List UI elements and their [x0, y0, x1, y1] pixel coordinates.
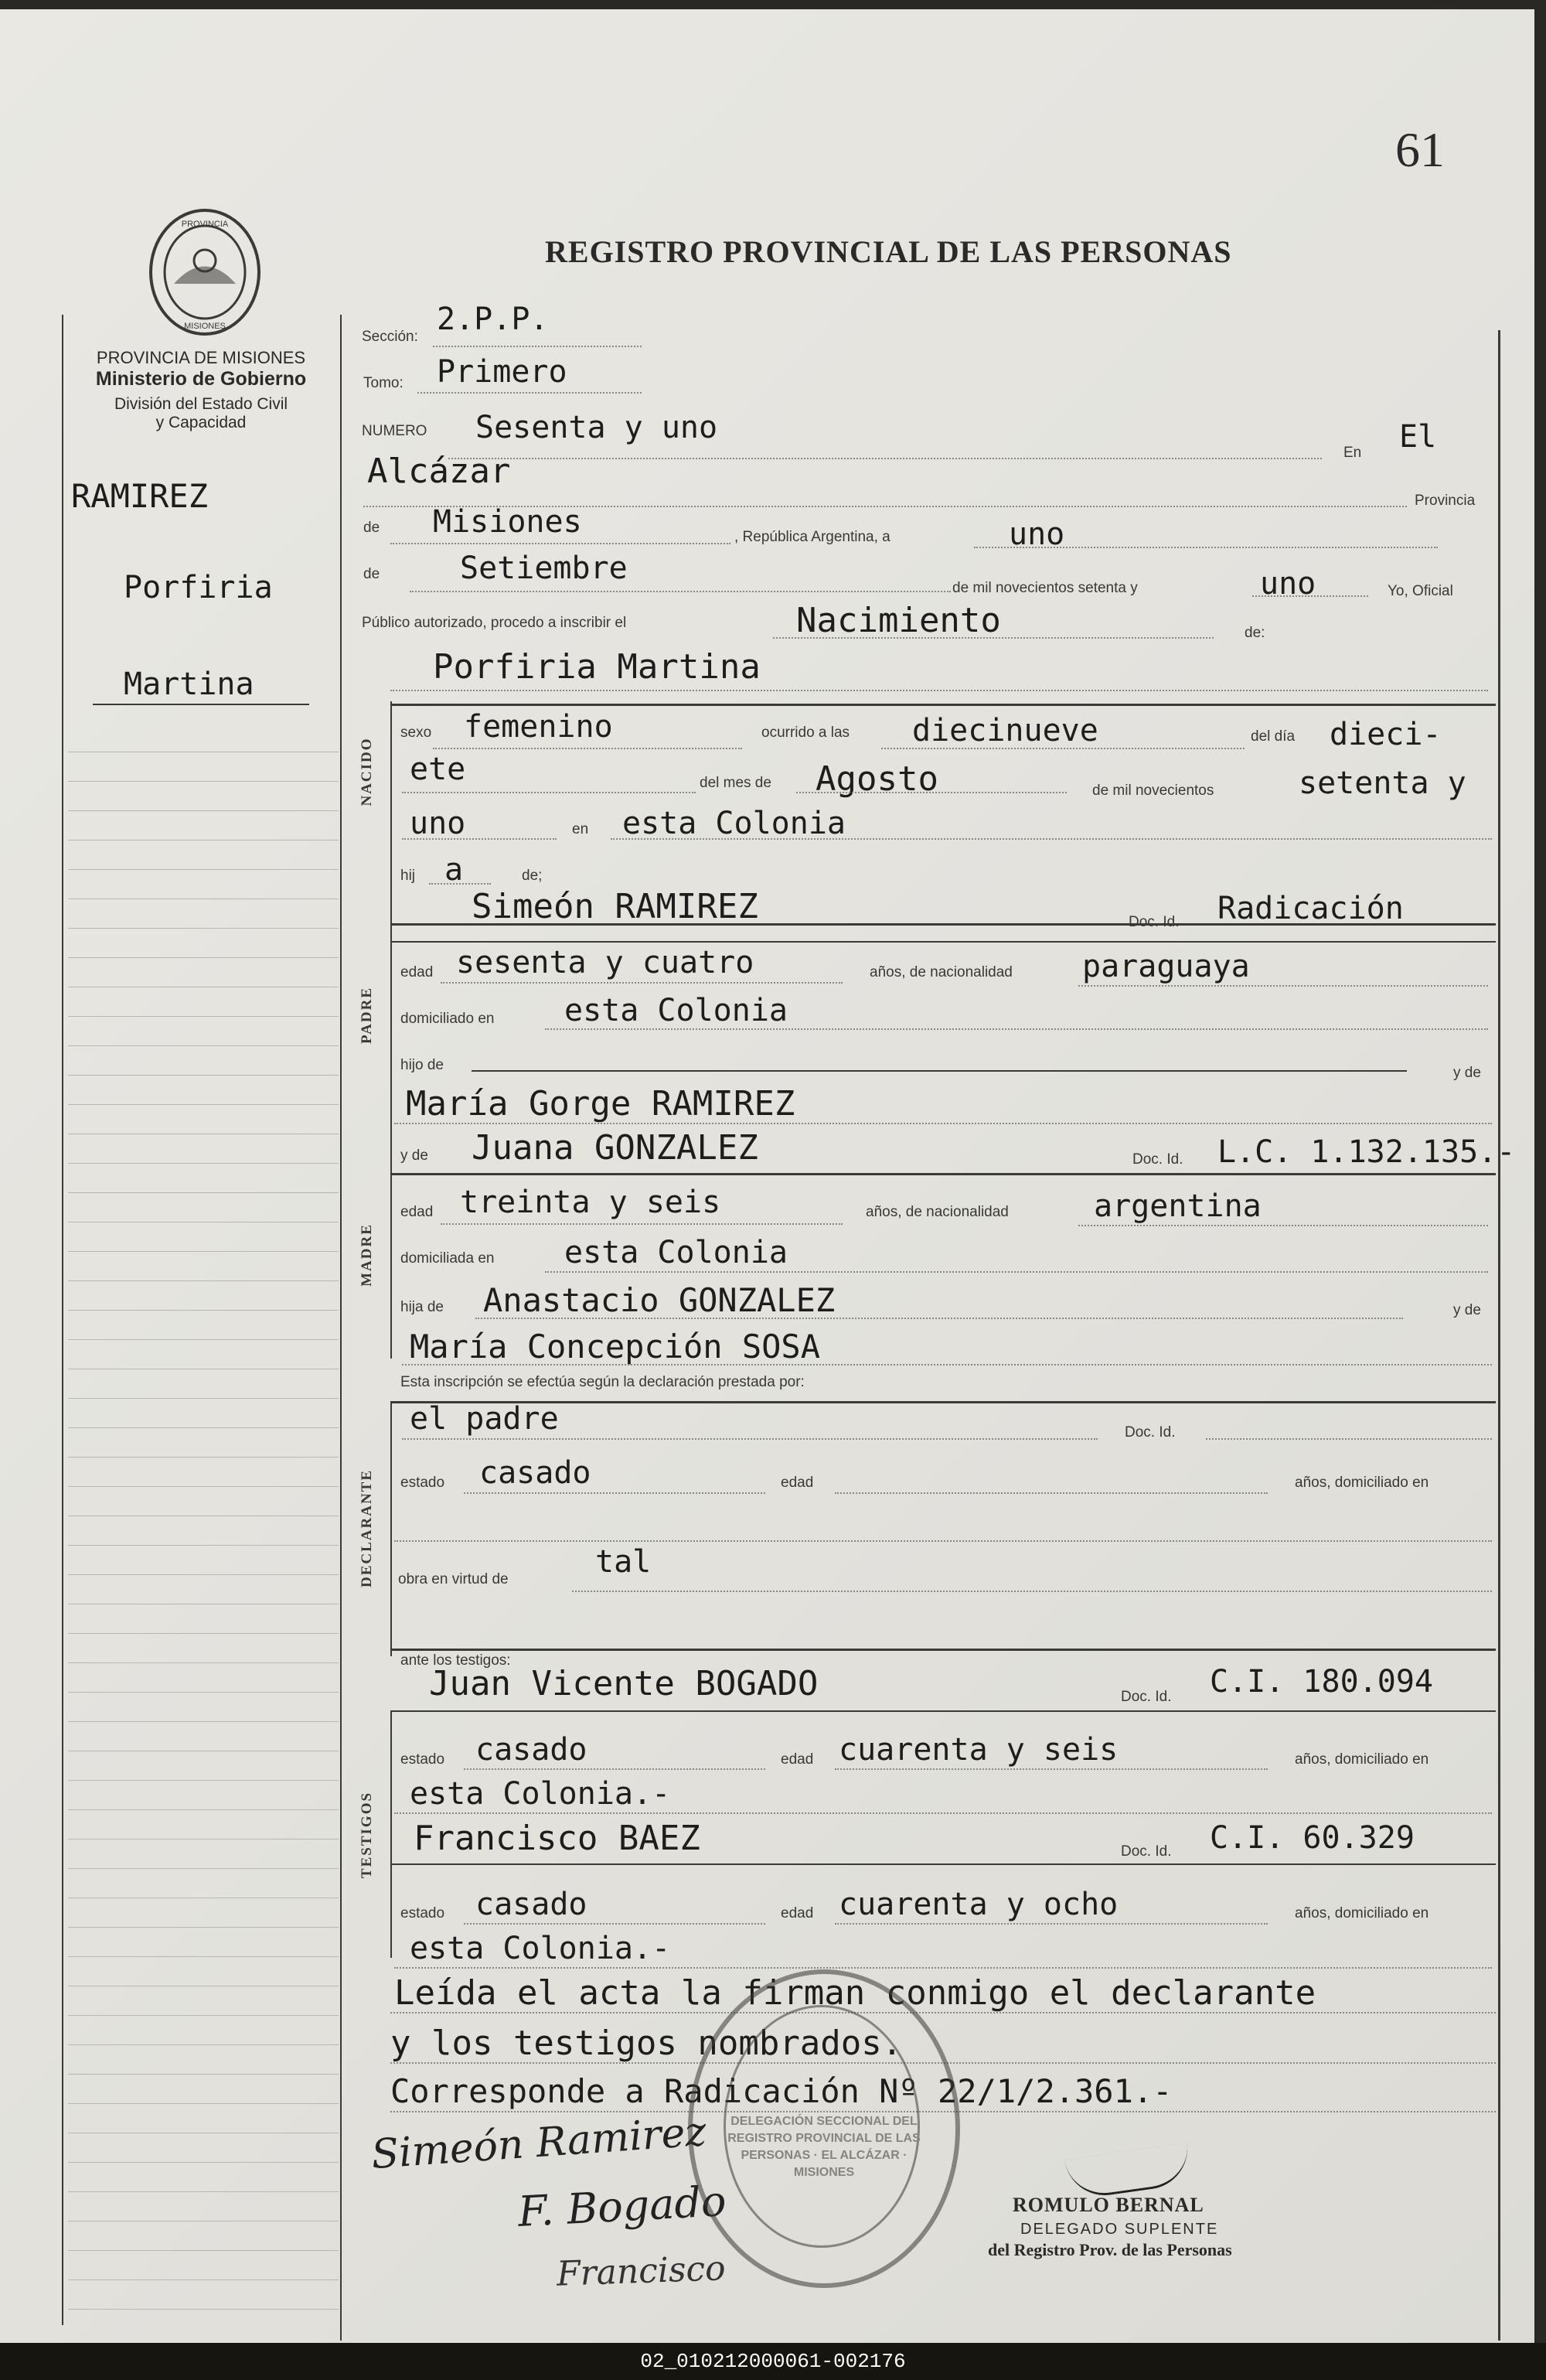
label-edad-t1: edad [781, 1751, 814, 1768]
label-hija-de: hija de [400, 1299, 444, 1315]
margin-ruled-line [68, 869, 339, 870]
value-testigo2: Francisco BAEZ [414, 1819, 700, 1858]
stamp-text: DELEGACIÓN SECCIONAL DEL REGISTRO PROVINCIAL DE LAS PERSONAS · EL ALCÁZAR · MISIONES [727, 2115, 921, 2179]
value-madre-madre: María Concepción SOSA [410, 1328, 821, 1366]
institution-line1: PROVINCIA DE MISIONES [96, 348, 306, 367]
provincial-seal-icon [147, 206, 263, 338]
label-numero: NUMERO [362, 423, 427, 439]
value-testigo2-doc: C.I. 60.329 [1210, 1820, 1415, 1856]
label-estado-decl: estado [400, 1475, 445, 1491]
label-de-colon: de: [1245, 625, 1265, 641]
label-estado-t1: estado [400, 1751, 445, 1768]
margin-ruled-line [68, 1780, 339, 1781]
margin-ruled-line [68, 840, 339, 841]
value-testigo1: Juan Vicente BOGADO [429, 1664, 819, 1703]
margin-ruled-line [68, 1104, 339, 1105]
value-anio-nac-b: uno [410, 806, 466, 841]
margin-ruled-line [68, 1486, 339, 1487]
value-acto: Nacimiento [796, 601, 1001, 640]
section-padre: PADRE [359, 986, 375, 1045]
seal-top-text: PROVINCIA [181, 220, 229, 229]
institution-block [62, 348, 340, 432]
value-anio: uno [1260, 566, 1316, 602]
section-declarante: DECLARANTE [359, 1468, 375, 1587]
value-hora: diecinueve [912, 713, 1098, 748]
official-stamp [688, 1969, 960, 2288]
margin-ruled-line [68, 1809, 339, 1810]
value-testigo1-edad: cuarenta y seis [839, 1732, 1119, 1768]
value-testigo1-estado: casado [475, 1732, 587, 1768]
label-de-2: de [363, 566, 380, 582]
label-y-de-madre2: y de [1453, 1302, 1481, 1318]
margin-ruled-line [68, 957, 339, 958]
margin-first-name: Porfiria [124, 570, 273, 605]
value-hij-suffix: a [444, 852, 464, 888]
value-madre-padre: Anastacio GONZALEZ [483, 1281, 836, 1319]
label-y-de-padre: y de [1453, 1065, 1481, 1081]
label-anos-nac-padre: años, de nacionalidad [870, 964, 1013, 980]
section-testigos: TESTIGOS [359, 1791, 375, 1879]
value-declarante: el padre [410, 1401, 559, 1437]
value-madre-nombre: Juana GONZALEZ [472, 1128, 758, 1168]
margin-ruled-line [68, 2250, 339, 2251]
value-dia-nac-a: dieci- [1330, 717, 1442, 752]
margin-ruled-line [68, 1545, 339, 1546]
margin-second-name: Martina [124, 667, 254, 702]
margin-ruled-line [68, 1339, 339, 1340]
label-anos-nac-madre: años, de nacionalidad [866, 1204, 1009, 1220]
margin-ruled-line [68, 2074, 339, 2075]
label-edad-madre: edad [400, 1204, 434, 1220]
value-mes-nac: Agosto [816, 759, 938, 799]
margin-ruled-line [68, 1633, 339, 1634]
margin-right-border [340, 315, 342, 2341]
value-sexo: femenino [464, 709, 613, 745]
value-padre-dom: esta Colonia [564, 993, 788, 1028]
margin-ruled-line [68, 781, 339, 782]
page-number: 61 [1395, 122, 1445, 177]
label-hijo-de: hijo de [400, 1057, 444, 1073]
value-lugar: Alcázar [367, 452, 511, 491]
institution-line3: División del Estado Civil [114, 395, 288, 413]
label-anos-dom-t1: años, domiciliado en [1295, 1751, 1429, 1768]
margin-ruled-line [68, 2015, 339, 2016]
value-lugar-nac: esta Colonia [622, 806, 846, 841]
value-numero: Sesenta y uno [475, 410, 718, 445]
label-anos-dom-t2: años, domiciliado en [1295, 1905, 1429, 1921]
margin-ruled-line [68, 1075, 339, 1076]
margin-ruled-line [68, 2103, 339, 2104]
margin-ruled-line [68, 1310, 339, 1311]
label-del-dia: del día [1251, 728, 1296, 745]
value-tomo: Primero [437, 354, 567, 390]
label-en-lc: en [572, 821, 589, 837]
margin-ruled-line [68, 1721, 339, 1722]
officer-office: del Registro Prov. de las Personas [988, 2240, 1232, 2259]
value-mes: Setiembre [460, 551, 628, 586]
signature-padre: Simeón Ramirez [369, 2108, 708, 2179]
margin-ruled-line [68, 1045, 339, 1046]
value-padre-nac: paraguaya [1082, 949, 1250, 984]
label-tomo: Tomo: [363, 375, 404, 391]
label-hij: hij [400, 868, 416, 884]
label-domiciliado-padre: domiciliado en [400, 1011, 495, 1027]
label-de-1: de [363, 520, 380, 536]
signature-otro: Francisco [556, 2249, 727, 2294]
margin-ruled-line [68, 1163, 339, 1164]
page-title: REGISTRO PROVINCIAL DE LAS PERSONAS [545, 234, 1232, 269]
margin-ruled-line [68, 1662, 339, 1663]
margin-ruled-line [68, 1574, 339, 1575]
value-en: El [1399, 419, 1437, 455]
margin-ruled-line [68, 1956, 339, 1957]
label-seccion: Sección: [362, 329, 418, 345]
label-edad-decl: edad [781, 1475, 814, 1491]
value-nombre: Porfiria Martina [433, 647, 761, 687]
label-sexo: sexo [400, 725, 432, 741]
note-line3: Corresponde a Radicación Nº 22/1/2.361.- [390, 2072, 1173, 2110]
label-doc-id-decl: Doc. Id. [1125, 1424, 1176, 1441]
section-madre: MADRE [359, 1223, 375, 1287]
margin-surname: RAMIREZ [71, 477, 209, 515]
label-anos-dom-decl: años, domiciliado en [1295, 1475, 1429, 1491]
value-provincia: Misiones [433, 504, 582, 540]
note-line2: y los testigos nombrados. [390, 2024, 903, 2063]
value-testigo1-dom: esta Colonia.- [410, 1776, 671, 1812]
margin-ruled-line [68, 2044, 339, 2045]
value-decl-estado: casado [479, 1455, 591, 1491]
value-padre-madre: María Gorge RAMIREZ [406, 1084, 795, 1124]
margin-ruled-line [68, 2279, 339, 2280]
margin-ruled-line [68, 1457, 339, 1458]
margin-ruled-line [68, 1927, 339, 1928]
margin-ruled-line [68, 2191, 339, 2192]
value-madre-edad: treinta y seis [460, 1185, 721, 1220]
officer-signature-mark [1064, 2143, 1193, 2201]
label-doc-id-madre: Doc. Id. [1132, 1151, 1183, 1168]
label-de-semi: de; [522, 868, 543, 884]
label-provincia: Provincia [1415, 493, 1476, 509]
label-de-mil-nov: de mil novecientos [1092, 783, 1214, 799]
label-testigos: ante los testigos: [400, 1652, 511, 1669]
value-padre-nombre: Simeón RAMIREZ [472, 887, 758, 926]
label-doc-id-padre: Doc. Id. [1129, 914, 1180, 930]
value-madre-nac: argentina [1094, 1188, 1262, 1224]
label-estado-t2: estado [400, 1905, 445, 1921]
note-line1: Leída el acta la firman conmigo el declarante [394, 1973, 1316, 2013]
document-page [0, 9, 1534, 2343]
value-anio-nac: setenta y [1299, 765, 1466, 801]
value-dia: uno [1009, 517, 1065, 552]
label-rep-arg: , República Argentina, a [734, 529, 890, 545]
value-padre-edad: sesenta y cuatro [456, 945, 754, 980]
margin-ruled-line [68, 1251, 339, 1252]
label-inscripcion: Esta inscripción se efectúa según la declaración prestada por: [400, 1374, 805, 1390]
value-madre-dom: esta Colonia [564, 1235, 788, 1270]
value-testigo2-dom: esta Colonia.- [410, 1931, 671, 1966]
label-obra: obra en virtud de [398, 1571, 509, 1587]
officer-name: ROMULO BERNAL [1013, 2194, 1204, 2216]
margin-ruled-line [68, 1192, 339, 1193]
footer-id: 02_010212000061-002176 [0, 2343, 1546, 2380]
value-madre-doc: L.C. 1.132.135.- [1217, 1134, 1516, 1170]
label-doc-id-t1: Doc. Id. [1121, 1689, 1172, 1705]
signature-testigo: F. Bogado [516, 2176, 727, 2237]
margin-ruled-line [68, 810, 339, 811]
label-y-de-madre: y de [400, 1147, 428, 1164]
margin-ruled-line [68, 898, 339, 899]
label-del-mes: del mes de [700, 775, 771, 791]
form-right-border [1498, 330, 1500, 2341]
label-de-mil: de mil novecientos setenta y [952, 580, 1138, 596]
margin-left-border [62, 315, 63, 2325]
institution-line2: Ministerio de Gobierno [95, 368, 307, 390]
margin-ruled-line [68, 1016, 339, 1017]
institution-line4: y Capacidad [155, 414, 247, 431]
value-seccion: 2.P.P. [437, 302, 549, 337]
value-obra: tal [595, 1544, 652, 1580]
label-edad-padre: edad [400, 964, 434, 980]
margin-ruled-line [68, 1427, 339, 1428]
margin-name-underline [93, 704, 309, 705]
section-nacido: NACIDO [359, 737, 375, 806]
value-testigo2-estado: casado [475, 1887, 587, 1922]
margin-ruled-line [68, 2162, 339, 2163]
margin-ruled-line [68, 1839, 339, 1840]
value-testigo1-doc: C.I. 180.094 [1210, 1664, 1433, 1700]
label-ocurrido: ocurrido a las [761, 725, 850, 741]
label-edad-t2: edad [781, 1905, 814, 1921]
value-padre-doc: Radicación [1217, 891, 1404, 926]
margin-ruled-line [68, 1868, 339, 1869]
margin-ruled-line [68, 1280, 339, 1281]
label-domiciliada-madre: domiciliada en [400, 1250, 495, 1267]
label-yo-oficial: Yo, Oficial [1388, 583, 1453, 599]
label-en: En [1343, 445, 1362, 461]
margin-ruled-line [68, 2309, 339, 2310]
value-dia-nac-b: ete [410, 752, 466, 787]
seal-bottom-text: MISIONES [184, 322, 226, 331]
officer-title: DELEGADO SUPLENTE [1020, 2221, 1219, 2238]
margin-ruled-line [68, 1398, 339, 1399]
margin-ruled-line [68, 1692, 339, 1693]
margin-ruled-line [68, 928, 339, 929]
label-doc-id-t2: Doc. Id. [1121, 1843, 1172, 1860]
label-publico: Público autorizado, procedo a inscribir el [362, 615, 627, 631]
value-testigo2-edad: cuarenta y ocho [839, 1887, 1119, 1922]
